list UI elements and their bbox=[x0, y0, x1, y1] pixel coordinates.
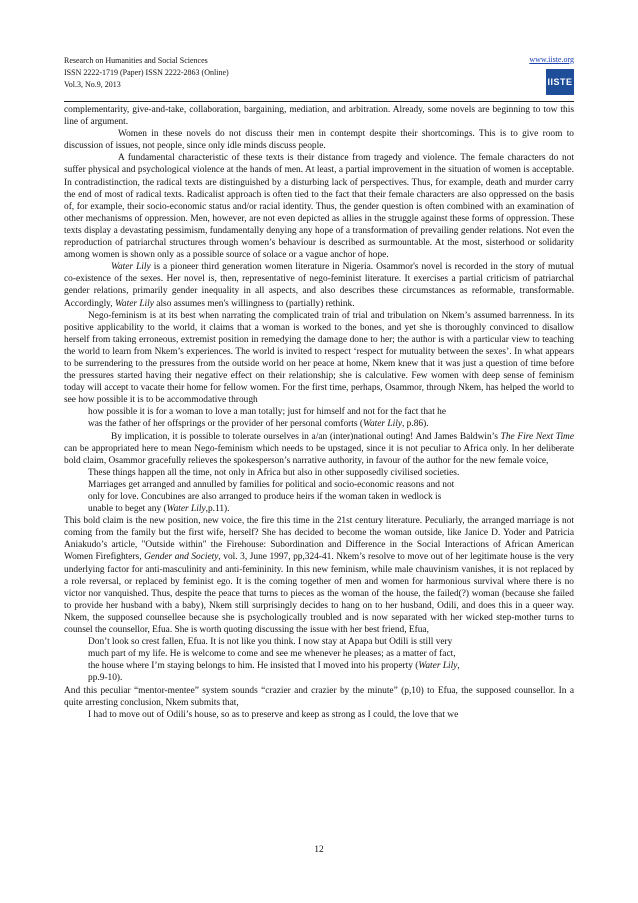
block-quote-1: how possible it is for a woman to love a man totally; just for himself and not for the fact that he was the father of her offsprings or the provider of her personal comforts (Water Lily, p.86). bbox=[88, 407, 446, 430]
citation-title: Water Lily bbox=[418, 661, 458, 672]
paragraph-1: complementarity, give-and-take, collaboration, bargaining, mediation, and arbitration. Already, some novels are beginning to tow this line of argument. bbox=[64, 105, 574, 128]
novel-title: Water Lily bbox=[114, 298, 154, 309]
paragraph-7: This bold claim is the new position, new voice, the fire this time in the 21st century literature. Peculiarly, the arranged marriage is not coming from the family but the first wife, herself? She has decided to become the woman outside, like Janice D. Yoder and Patricia Aniakudo’s article, "Outside within" the Firehouse: Subordination and Difference in the Social Interactions of African American Women Firefighters, Gender and Society, vol. 3, June 1997, pp,324-41. Nkem’s resolve to move out of her legitimate house is the very underlying factor for anti-masculinity and anti-femininity. In this new feminism, while male chauvinism vanishes, it is not replaced by a role reversal, or replaced by feminist ego. It is the coming together of men and women for harmonious survival where there is no victor nor vanquished. Thus, despite the peace that turns to pieces as the woman of the house, the failed(?) woman (because she failed to provide her husband with a baby), Nkem still surprisingly decides to hang on to her husband, Odili, and does this in a queer way. Nkem, the supposed counsellee because she is psychologically troubled and is now separated with her wicked step-mother turns to counsel the counsellor, Efua. She is worth quoting discussing the issue with her best friend, Efua, bbox=[64, 516, 575, 636]
journal-url-link[interactable]: www.iiste.org bbox=[529, 55, 574, 64]
paragraph-5: Nego-feminism is at its best when narrating the complicated train of trial and tribulation on Nkem’s assumed barrenness. In its positive applicability to the world, it claims that a woman is worked to the bones, and yet she is thoroughly convinced to disallow herself from taking erroneous, extremist position in remedying the damage done to her; the author is with a particular view to teaching the world to learn from Nkem’s experiences. The world is invited to respect ‘respect for mutuality between the sexes’. In what appears to be surrendering to the pressures from the outside world on her peace at home, Nkem knew that it was just a question of time before the pressures started having their negative effect on their relationship; she is calculative. Few women with deep sense of feminism today will accept to vacate their home for fellow women. For the first time, perhaps, Osammor, through Nkem, has helped the world to see how possible it is to be accommodative through bbox=[64, 310, 574, 406]
paragraph-8: And this peculiar “mentor-mentee” system sounds “crazier and crazier by the minute” (p,10) to Efua, the supposed counsellor. In a quite arresting conclusion, Nkem submits that, bbox=[64, 685, 574, 708]
journal-title: Research on Humanities and Social Sciences bbox=[64, 56, 208, 65]
novel-title: Water Lily bbox=[111, 262, 151, 273]
block-quote-4: I had to move out of Odili’s house, so as to preserve and keep as strong as I could, the love that we bbox=[88, 709, 459, 720]
paragraph-2: Women in these novels do not discuss their men in contempt despite their shortcomings. This is to give room to discussion of issues, not people, since only idle minds discuss people. bbox=[64, 129, 574, 152]
journal-issn: ISSN 2222-1719 (Paper) ISSN 2222-2863 (Online) bbox=[64, 68, 229, 77]
citation-title: Water Lily bbox=[363, 419, 402, 430]
block-quote-3: Don’t look so crest fallen, Efua. It is not like you think. I now stay at Apapa but Odili is still very much part of my life. He is welcome to come and see me whenever he pleases; as a matter of fact, the house where I’m staying belongs to him. He insisted that I moved into his property (Water Lily, pp.9-10). bbox=[88, 637, 460, 684]
paragraph-6: By implication, it is possible to tolerate ourselves in a/an (inter)national outing! And James Baldwin’s The Fire Next Time can be appropriated here to mean Nego-feminism which needs to be upstaged, since it is not peculiar to Africa only. In her deliberate bold claim, Osammor gracefully relieves the spokesperson’s narrative authority, in favour of the author for the new female voice, bbox=[64, 431, 574, 466]
journal-volume: Vol.3, No.9, 2013 bbox=[64, 80, 121, 89]
book-title: The Fire Next Time bbox=[500, 431, 574, 442]
paragraph-4: Water Lily is a pioneer third generation women literature in Nigeria. Osammor's novel is recorded in the story of mutual co-existence of the sexes. Her novel is, then, representative of nego-feminist literature. It exercises a partial criticism of patriarchal gender relations, primarily gender inequality in all aspects, and also describes these circumstances as reformable, transformable. Accordingly, Water Lily also assumes men's willingness to (partially) rethink. bbox=[64, 262, 575, 309]
journal-title-ref: Gender and Society bbox=[144, 552, 219, 563]
iiste-logo: IISTE bbox=[546, 69, 574, 95]
citation-title: Water Lily bbox=[166, 504, 206, 515]
block-quote-2: These things happen all the time, not only in Africa but also in other supposedly civilised societies. Marriages get arranged and annulled by families for political and socio-economic reasons and not only for love. Concubines are also arranged to produce heirs if the woman taken in wedlock is unable to beget any (Water Lily,p.11). bbox=[88, 467, 460, 515]
page-number: 12 bbox=[314, 845, 324, 855]
header-divider bbox=[64, 101, 574, 102]
article-body bbox=[64, 104, 574, 721]
journal-header bbox=[64, 55, 574, 103]
paragraph-3: A fundamental characteristic of these texts is their distance from tragedy and violence. The female characters do not suffer physical and psychological violence at the hands of men. At least, a partial improvement in the situation of women is acceptable. In contradistinction, the radical texts are distinguished by a disturbing lack of perspectives. Thus, for example, death and murder carry the end of most of radical texts. Radicalist approach is often tied to the fact that their female characters are also oppressed on the basis of, for example, their socio-economic status and/or racial identity. Thus, the gender question is often combined with an examination of other mechanisms of oppression. Men, however, are not even depicted as allies in the struggle against these forms of oppression. These texts display a devastating pessimism, fundamentally denying any hope of a transformation of prevailing gender relations. Not even the reproduction of patriarchal structures through women’s behaviour is described as surmountable. At the most, sisterhood or solidarity among women is shown only as a possible source of solace or a vague anchor of hope. bbox=[64, 153, 574, 261]
